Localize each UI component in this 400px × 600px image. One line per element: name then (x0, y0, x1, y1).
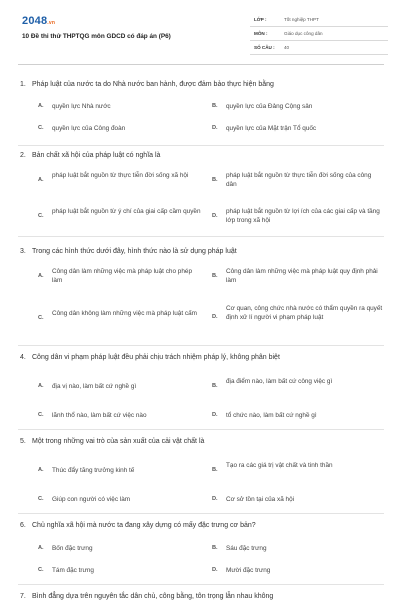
question-text: 3. Trong các hình thức dưới đây, hình thức nào là sử dụng pháp luật (20, 248, 237, 255)
meta-value: Giáo dục công dân (284, 31, 323, 36)
question-divider (18, 429, 384, 430)
logo-suffix: .vn (47, 20, 56, 26)
question-text: 2. Bản chất xã hội của pháp luật có nghĩa là (20, 152, 161, 159)
question-text: 7. Bình đẳng dựa trên nguyên tắc dân chủ, công bằng, tôn trọng lẫn nhau không (20, 593, 274, 600)
meta-label: MÔN : (254, 31, 268, 36)
meta-row-subject (250, 27, 388, 41)
question-divider (18, 236, 384, 237)
meta-value: 40 (284, 45, 290, 50)
question-text: 4. Công dân vi phạm pháp luật đều phải chịu trách nhiệm pháp lý, không phân biệt (20, 354, 280, 361)
question-text: 6. Chủ nghĩa xã hội mà nước ta đang xây dựng có mấy đặc trưng cơ bản? (20, 522, 256, 529)
meta-row-count (250, 41, 388, 55)
logo-main: 2048 (22, 15, 48, 27)
meta-table (250, 13, 388, 55)
meta-label: SỐ CÂU : (254, 45, 275, 50)
document-header (0, 0, 400, 70)
question-text: 1. Pháp luật của nước ta do Nhà nước ban hành, được đảm bảo thực hiện bằng (20, 81, 274, 88)
question-text: 5. Một trong những vai trò của sản xuất của cải vật chất là (20, 438, 205, 445)
site-logo[interactable] (22, 15, 55, 27)
document-title: 10 Đề thi thử THPTQG môn GDCD có đáp án (P6) (22, 33, 171, 40)
meta-label: LỚP : (254, 17, 267, 22)
question-divider (18, 513, 384, 514)
question-divider (18, 145, 384, 146)
document-page: 2048.vn 10 Đề thi thử THPTQG môn GDCD có đáp án (P6) LỚP : Tốt nghiệp THPT MÔN : Giáo dục công dân SỐ CÂU : 40 1. Pháp luật của nước ta do Nhà nước ban hành, được đảm bảo thực hiện bằng A. quyền lực Nhà nước B. quyền lực của Đảng Cộng sản C. quyền lực của Công đoàn D. quyền lực của Mặt trận Tổ quốc 2. Bản chất xã hội của pháp luật có nghĩa là A. pháp luật bắt nguồn từ thực tiễn đời sống xã hội B. pháp luật bắt nguồn từ thực tiễn đời sống của công dân C. pháp luật bắt nguồn từ ý chí của giai cấp cầm quyền D. pháp luật bắt nguồn từ lợi ích của các giai cấp và tầng lớp trong xã hội 3. Trong các hình thức dưới đây, hình thức nào là sử dụng pháp luật A. Công dân làm những việc mà pháp luật cho phép làm B. Công dân làm những việc mà pháp luật quy định phải làm C. Công dân không làm những việc mà pháp luật cấm D. Cơ quan, công chức nhà nước có thẩm quyền ra quyết định xử lí người vi phạm pháp luật 4. Công dân vi phạm pháp luật đều phải chịu trách nhiệm pháp lý, không phân biệt A. địa vị nào, làm bất cứ nghề gì B. địa điểm nào, làm bất cứ công việc gì C. lãnh thổ nào, làm bất cứ việc nào D. tổ chức nào, làm bất cứ nghề gì 5. Một trong những vai trò của sản xuất của cải vật chất là A. Thúc đẩy tăng trưởng kinh tế B. Tạo ra các giá trị vật chất và tinh thần C. Giúp con người có việc làm D. Cơ sở tồn tại của xã hội 6. Chủ nghĩa xã hội mà nước ta đang xây dựng có mấy đặc trưng cơ bản? A. Bốn đặc trưng B. Sáu đặc trưng C. Tám đặc trưng D. Mười đặc trưng 7. Bình đẳng dựa trên nguyên tắc dân chủ, công bằng, tôn trọng lẫn nhau không (0, 0, 400, 600)
meta-value: Tốt nghiệp THPT (284, 17, 319, 22)
question-divider (18, 584, 384, 585)
header-divider (18, 64, 384, 65)
question-divider (18, 345, 384, 346)
meta-row-class (250, 13, 388, 27)
